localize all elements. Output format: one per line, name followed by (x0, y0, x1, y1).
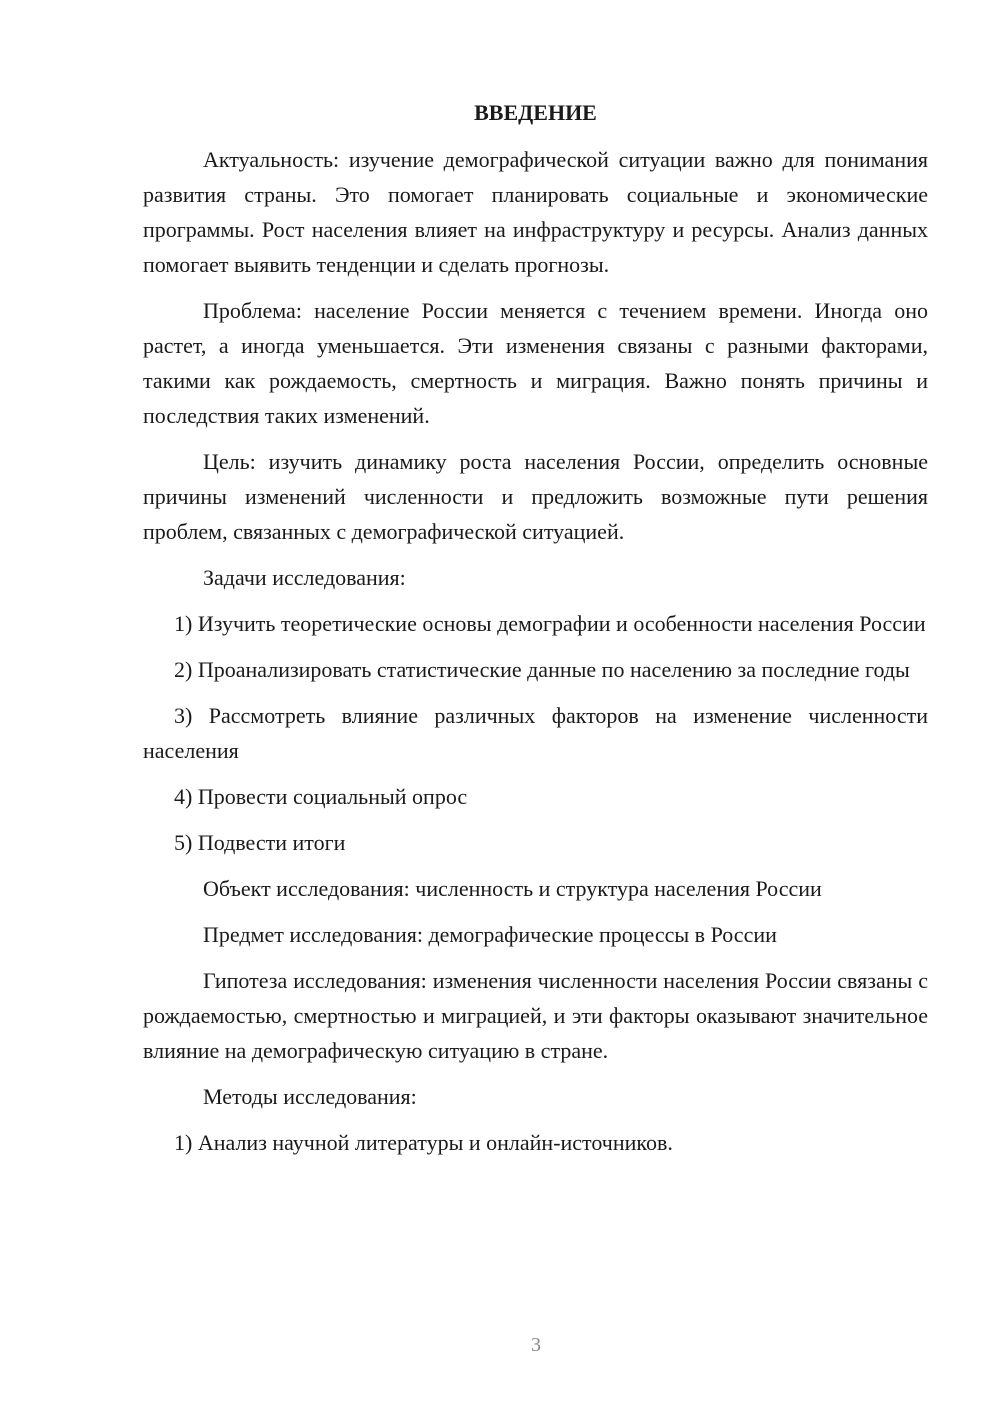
task-item-4: 4) Провести социальный опрос (174, 784, 468, 809)
method-item-1: 1) Анализ научной литературы и онлайн-источников. (174, 1130, 673, 1155)
relevance-paragraph: Актуальность: изучение демографической ситуации важно для понимания развития страны. Это помогает планировать социальные и экономические программы. Рост населения влияет на инфраструктуру и ресурсы. Анализ данных помогает выявить тенденции и сделать прогнозы. (143, 147, 928, 277)
task-item-1: 1) Изучить теоретические основы демографии и особенности населения России (174, 611, 926, 636)
task-item-5: 5) Подвести итоги (174, 830, 346, 855)
problem-paragraph: Проблема: население России меняется с течением времени. Иногда оно растет, а иногда уменьшается. Эти изменения связаны с разными факторами, такими как рождаемость, смертность и миграция. Важно понять причины и последствия таких изменений. (143, 298, 928, 428)
page-number: 3 (531, 1334, 541, 1356)
task-item-3: 3) Рассмотреть влияние различных факторов на изменение численности населения (143, 703, 928, 763)
subject-paragraph: Предмет исследования: демографические процессы в России (203, 922, 777, 947)
task-item-2: 2) Проанализировать статистические данные по населению за последние годы (174, 657, 910, 682)
methods-title: Методы исследования: (203, 1084, 417, 1109)
tasks-title: Задачи исследования: (203, 565, 406, 590)
page-content (143, 95, 928, 1171)
hypothesis-paragraph: Гипотеза исследования: изменения численности населения России связаны с рождаемостью, смертностью и миграцией, и эти факторы оказывают значительное влияние на демографическую ситуацию в стране. (143, 968, 928, 1063)
object-paragraph: Объект исследования: численность и структура населения России (203, 876, 822, 901)
goal-paragraph: Цель: изучить динамику роста населения России, определить основные причины изменений численности и предложить возможные пути решения проблем, связанных с демографической ситуацией. (143, 449, 928, 544)
page-heading: ВВЕДЕНИЕ (474, 100, 597, 125)
